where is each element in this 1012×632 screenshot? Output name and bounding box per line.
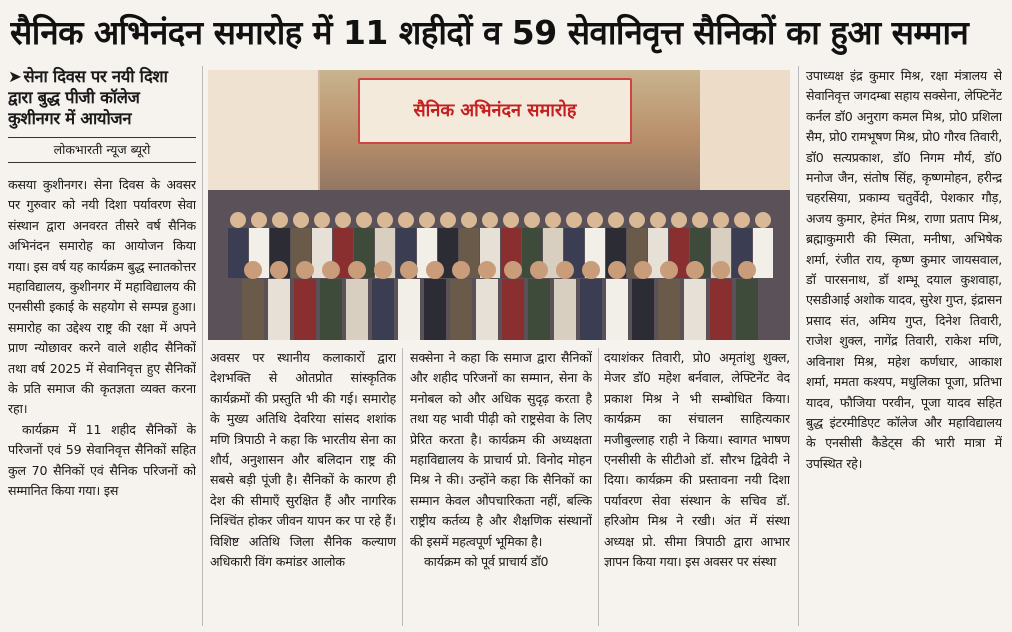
person-body — [476, 279, 498, 340]
person-body — [424, 279, 446, 340]
person-body — [268, 279, 290, 340]
article-body-col1 — [8, 175, 196, 502]
column-1 — [8, 66, 196, 502]
person-head — [582, 261, 600, 279]
paragraph: कसया कुशीनगर। सेना दिवस के अवसर पर गुरुवार को नयी दिशा पर्यावरण सेवा संस्थान द्वारा अनवरत तीसरे वर्ष सैनिक अभिनंदन समारोह का आयोजन किया गया। इस वर्ष यह कार्यक्रम बुद्ध स्नातकोत्तर महाविद्यालय, कुशीनगर में महाविद्यालय की एनसीसी इकाई के सहयोग से सम्पन्न हुआ। समारोह का उद्देश्य राष्ट्र की रक्षा में अपने प्राण न्योछावर करने वाले शहीद सैनिकों तथा वर्ष 2025 में सेवानिवृत्त हुए सैनिकों के प्रति समाज की कृतज्ञता व्यक्त करना रहा। — [8, 177, 196, 417]
person-body — [450, 279, 472, 340]
person-body — [346, 279, 368, 340]
person-head — [426, 261, 444, 279]
person-head — [398, 212, 414, 228]
person-body — [684, 279, 706, 340]
person-body — [528, 279, 550, 340]
byline: लोकभारती न्यूज ब्यूरो — [8, 137, 196, 163]
person-head — [692, 212, 708, 228]
column-divider — [798, 66, 799, 626]
person-head — [650, 212, 666, 228]
person-head — [377, 212, 393, 228]
person-head — [686, 261, 704, 279]
person-head — [272, 212, 288, 228]
article-body-col2: अवसर पर स्थानीय कलाकारों द्वारा देशभक्ति से ओतप्रोत सांस्कृतिक कार्यक्रमों की प्रस्तुति भी की गई। समारोह के मुख्य अतिथि देवरिया सांसद शशांक मणि त्रिपाठी ने कहा कि भारतीय सेना का शौर्य, अनुशासन और बलिदान राष्ट्र की सबसे बड़ी पूंजी है। सैनिकों के कारण ही देश की सीमाएँ सुरक्षित हैं और नागरिक निश्चिंत होकर जीवन यापन कर पा रहे हैं। विशिष्ट अतिथि जिला सैनिक कल्याण अधिकारी विंग कमांडर आलोक — [210, 350, 396, 570]
person-body — [753, 228, 773, 278]
column-divider — [402, 348, 403, 626]
paragraph: कार्यक्रम में 11 शहीद सैनिकों के परिजनों एवं 59 सेवानिवृत्त सैनिकों सहित कुल 70 सैनिकों एवं सैनिक परिजनों को सम्मानित किया गया। इस — [8, 421, 196, 499]
person-body — [294, 279, 316, 340]
person-body — [554, 279, 576, 340]
person-head — [335, 212, 351, 228]
person-head — [712, 261, 730, 279]
article-body-col4: दयाशंकर तिवारी, प्रो0 अमृतांशु शुक्ल, मेजर डॉ0 महेश बर्नवाल, लेफ्टिनेंट वेद प्रकाश मिश्र ने भी सम्बोधित किया। कार्यक्रम का संचालन साहित्यकार मजीबुल्लाह राही ने किया। स्वागत भाषण एनसीसी के सीटीओ डॉ. सौरभ द्विवेदी ने दिया। कार्यक्रम की प्रस्तावना नयी दिशा पर्यावरण सेवा संस्थान के सचिव डॉ. हरिओम मिश्र ने रखी। अंत में संस्था अध्यक्ष प्रो. सीमा त्रिपाठी द्वारा आभार ज्ञापन किया गया। इस अवसर पर संस्था — [604, 350, 790, 570]
person-head — [503, 212, 519, 228]
news-photo — [208, 70, 790, 340]
person-head — [244, 261, 262, 279]
article-body-col5: उपाध्यक्ष इंद्र कुमार मिश्र, रक्षा मंत्रालय से सेवानिवृत्त जगदम्बा सहाय सक्सेना, लेफ्टिनेंट कर्नल डॉ0 अनुराग कमल मिश्र, प्रो0 प्रशिला सैम, प्रो0 रामभूषण मिश्र, प्रो0 गौरव तिवारी, डॉ0 सत्यप्रकाश, डॉ0 निगम मौर्य, डॉ0 मनोज जैन, संतोष सिंह, कृष्णमोहन, हरीन्द्र चहरसिया, प्रकाम्य चतुर्वेदी, पेशकार गौड़, अजय कुमार, हेमंत मिश्र, राणा प्रताप मिश्र, ब्रह्माकुमारी की स्मिता, मनीषा, अभिषेक शर्मा, रंजीत राय, कृष्ण कुमार जायसवाल, डॉ पारसनाथ, डॉ शम्भू दयाल कुशवाहा, एसडीआई अशोक यादव, सुरेश गुप्त, इंद्रासन प्रसाद संत, अमिय गुप्त, दिनेश तिवारी, राजेश शुक्ल, नागेंद्र तिवारी, राकेश मणि, अविनाश मिश्र, महेश कर्णधार, आकाश शर्मा, ममता कश्यप, मधुलिका पूजा, प्रतिभा यादव, फौजिया परवीन, पूजा यादव सहित बुद्ध इंटरमीडिएट कॉलेज और महाविद्यालय के एनसीसी कैडेट्स की भारी मात्रा में उपस्थित रहे। — [806, 68, 1002, 471]
person-head — [251, 212, 267, 228]
person-head — [738, 261, 756, 279]
person-head — [452, 261, 470, 279]
person-head — [671, 212, 687, 228]
person-head — [556, 261, 574, 279]
person-body — [710, 279, 732, 340]
person-head — [530, 261, 548, 279]
person-head — [419, 212, 435, 228]
person-head — [608, 212, 624, 228]
person-body — [320, 279, 342, 340]
person-head — [296, 261, 314, 279]
person-head — [660, 261, 678, 279]
arrow-icon: ➤ — [8, 67, 22, 86]
person-body — [372, 279, 394, 340]
column-divider — [202, 66, 203, 626]
person-head — [524, 212, 540, 228]
person-head — [734, 212, 750, 228]
person-head — [478, 261, 496, 279]
person-head — [755, 212, 771, 228]
person-head — [400, 261, 418, 279]
subheadline-text: सेना दिवस पर नयी दिशा द्वारा बुद्ध पीजी कॉलेज कुशीनगर में आयोजन — [8, 67, 168, 128]
person-head — [461, 212, 477, 228]
person-head — [629, 212, 645, 228]
paragraph: कार्यक्रम को पूर्व प्राचार्य डॉ0 — [424, 554, 549, 570]
person-body — [736, 279, 758, 340]
person-body — [502, 279, 524, 340]
person-body — [242, 279, 264, 340]
headline: सैनिक अभिनंदन समारोह में 11 शहीदों व 59 सेवानिवृत्त सैनिकों का हुआ सम्मान — [10, 13, 969, 52]
person-head — [587, 212, 603, 228]
person-body — [398, 279, 420, 340]
photo-banner-text: सैनिक अभिनंदन समारोह — [413, 100, 577, 121]
person-head — [230, 212, 246, 228]
person-head — [634, 261, 652, 279]
person-body — [632, 279, 654, 340]
person-body — [606, 279, 628, 340]
person-head — [482, 212, 498, 228]
person-head — [608, 261, 626, 279]
article-body-col3 — [410, 348, 592, 572]
person-head — [270, 261, 288, 279]
person-head — [504, 261, 522, 279]
person-body — [580, 279, 602, 340]
person-head — [545, 212, 561, 228]
person-head — [356, 212, 372, 228]
person-head — [566, 212, 582, 228]
person-head — [314, 212, 330, 228]
person-head — [322, 261, 340, 279]
person-body — [658, 279, 680, 340]
person-head — [374, 261, 392, 279]
person-head — [293, 212, 309, 228]
photo-crowd — [208, 70, 790, 340]
paragraph: सक्सेना ने कहा कि समाज द्वारा सैनिकों और शहीद परिजनों का सम्मान, सेना के मनोबल को और अधिक सुदृढ़ करता है तथा यह भावी पीढ़ी को राष्ट्रसेवा के लिए प्रेरित करता है। कार्यक्रम की अध्यक्षता महाविद्यालय के प्राचार्य प्रो. विनोद मोहन मिश्र ने की। उन्होंने कहा कि सैनिकों का सम्मान केवल औपचारिकता नहीं, बल्कि राष्ट्रीय कर्तव्य है और शैक्षणिक संस्थानों की इसमें महत्वपूर्ण भूमिका है। — [410, 350, 592, 549]
person-head — [348, 261, 366, 279]
person-head — [713, 212, 729, 228]
person-head — [440, 212, 456, 228]
subheadline — [8, 66, 196, 129]
column-divider — [598, 348, 599, 626]
